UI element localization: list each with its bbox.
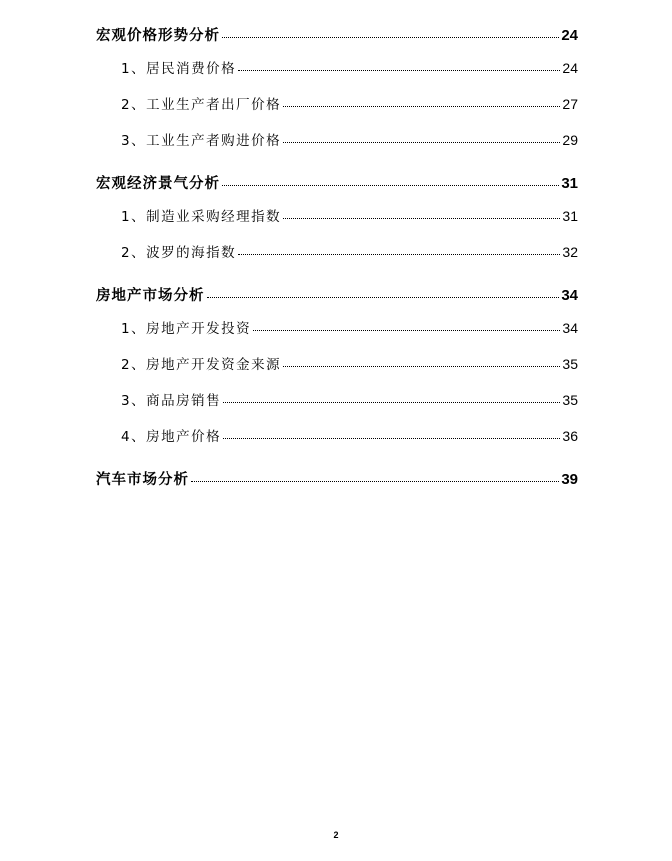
- toc-entry-page: 29: [562, 132, 578, 148]
- dot-leader: [283, 142, 560, 143]
- toc-item-entry[interactable]: [121, 241, 578, 261]
- toc-section-entry[interactable]: [96, 284, 578, 305]
- dot-leader: [238, 254, 560, 255]
- toc-section-entry[interactable]: [96, 468, 578, 489]
- dot-leader: [207, 297, 560, 298]
- toc-entry-title: 1、制造业采购经理指数: [121, 209, 282, 225]
- toc-entry-page: 32: [562, 244, 578, 260]
- toc-item-entry[interactable]: [121, 389, 578, 409]
- toc-entry-page: 39: [561, 471, 578, 488]
- toc-entry-page: 31: [562, 208, 578, 224]
- toc-entry-page: 34: [562, 320, 578, 336]
- toc-entry-title: 2、工业生产者出厂价格: [121, 97, 282, 113]
- toc-entry-title: 1、房地产开发投资: [121, 321, 252, 337]
- dot-leader: [223, 438, 560, 439]
- toc-entry-page: 24: [561, 27, 578, 44]
- toc-section-entry[interactable]: [96, 172, 578, 193]
- dot-leader: [191, 481, 559, 482]
- toc-entry-title: 宏观经济景气分析: [96, 176, 220, 192]
- toc-entry-title: 房地产市场分析: [96, 288, 205, 304]
- dot-leader: [253, 330, 560, 331]
- toc-item-entry[interactable]: [121, 57, 578, 77]
- dot-leader: [283, 366, 560, 367]
- toc-entry-title: 汽车市场分析: [96, 472, 189, 488]
- dot-leader: [238, 70, 560, 71]
- page-number: 2: [333, 830, 339, 840]
- dot-leader: [283, 218, 560, 219]
- toc-entry-title: 3、商品房销售: [121, 393, 222, 409]
- toc-item-entry[interactable]: [121, 353, 578, 373]
- dot-leader: [222, 37, 559, 38]
- toc-entry-page: 34: [561, 287, 578, 304]
- toc-entry-page: 24: [562, 60, 578, 76]
- toc-entry-page: 35: [562, 392, 578, 408]
- toc-entry-title: 宏观价格形势分析: [96, 28, 220, 44]
- dot-leader: [222, 185, 559, 186]
- toc-item-entry[interactable]: [121, 205, 578, 225]
- toc-entry-title: 3、工业生产者购进价格: [121, 133, 282, 149]
- toc-entry-title: 4、房地产价格: [121, 429, 222, 445]
- dot-leader: [223, 402, 560, 403]
- toc-entry-page: 36: [562, 428, 578, 444]
- toc-entry-page: 35: [562, 356, 578, 372]
- toc-item-entry[interactable]: [121, 129, 578, 149]
- toc-entry-title: 1、居民消费价格: [121, 61, 237, 77]
- toc-item-entry[interactable]: [121, 93, 578, 113]
- toc-entry-page: 27: [562, 96, 578, 112]
- toc-entry-title: 2、房地产开发资金来源: [121, 357, 282, 373]
- toc-entry-title: 2、波罗的海指数: [121, 245, 237, 261]
- toc-item-entry[interactable]: [121, 425, 578, 445]
- toc-section-entry[interactable]: [96, 24, 578, 45]
- toc-item-entry[interactable]: [121, 317, 578, 337]
- dot-leader: [283, 106, 560, 107]
- toc-entry-page: 31: [561, 175, 578, 192]
